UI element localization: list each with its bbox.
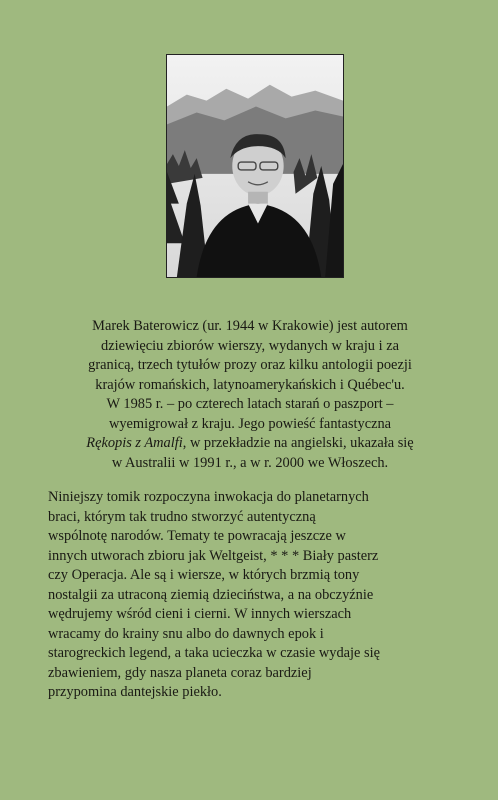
desc-line: Niniejszy tomik rozpoczyna inwokacja do planetarnych (48, 489, 369, 505)
bio-line: dziewięciu zbiorów wierszy, wydanych w kraju i za (101, 337, 399, 354)
desc-line: zbawieniem, gdy nasza planeta coraz bardziej (48, 664, 312, 681)
desc-line: wędrujemy wśród cieni i cierni. W innych wierszach (48, 606, 352, 622)
novel-title: Rękopis z Amalfi (86, 435, 183, 451)
book-description (48, 488, 452, 703)
desc-line: nostalgii za utraconą ziemią dzieciństwa, a na obczyźnie (48, 586, 374, 603)
desc-line: wspólnotę narodów. Tematy te powracają jeszcze w (48, 528, 346, 544)
bio-line: wyemigrował z kraju. Jego powieść fantastyczna (108, 415, 392, 432)
bio-line-rest: , w przekładzie na angielski, ukazała się (182, 435, 414, 451)
desc-line: czy Operacja. Ale są i wiersze, w których brzmią tony (48, 567, 360, 583)
desc-line: przypomina dantejskie piekło. (48, 684, 222, 700)
author-bio (48, 317, 452, 473)
bio-line: krajów romańskich, latynoamerykańskich i Québec'u. (95, 376, 405, 393)
bio-line (48, 434, 452, 454)
desc-line: starogreckich legend, a taka ucieczka w czasie wydaje się (48, 645, 381, 661)
bio-line: w Australii w 1991 r., a w r. 2000 we Włoszech. (111, 454, 389, 471)
desc-line: innych utworach zbioru jak Weltgeist, * * * Biały pasterz (48, 547, 379, 564)
bio-line: W 1985 r. – po czterech latach starań o paszport – (106, 396, 394, 412)
bio-line: Marek Baterowicz (ur. 1944 w Krakowie) jest autorem (92, 318, 408, 334)
bio-line: granicą, trzech tytułów prozy oraz kilku antologii poezji (88, 357, 412, 373)
desc-line: wracamy do krainy snu albo do dawnych epok i (48, 625, 324, 642)
author-photo (166, 54, 344, 278)
desc-line: braci, którym tak trudno stworzyć autentyczną (48, 508, 316, 525)
